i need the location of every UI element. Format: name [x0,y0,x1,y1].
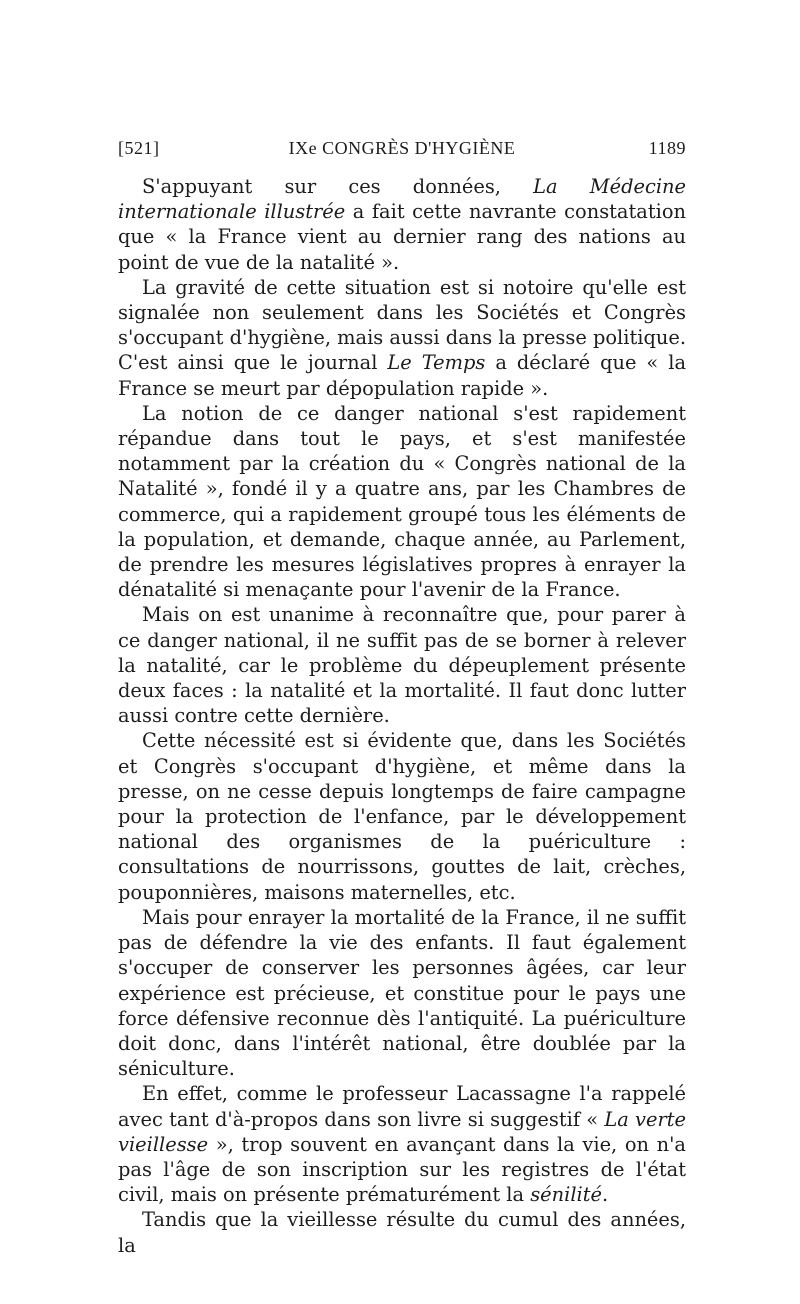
paragraph-7 [118,1081,686,1207]
paragraph-1-text-a: S'appuyant sur ces données, [142,175,534,198]
running-title: IXe CONGRÈS D'HYGIÈNE [288,138,516,158]
paragraph-3-text: La notion de ce danger national s'est rapidement répandue dans tout le pays, et s'est manifestée notamment par la création du « Congrès national de la Natalité », fondé il y a quatre ans, par les Chambres de commerce, qui a rapidement groupé tous les éléments de la population, et demande, chaque année, au Parlement, de prendre les mesures législatives propres à enrayer la dénatalité si menaçante pour l'avenir de la France. [118,401,686,602]
paragraph-1-text-b: a fait cette navrante constatation que « la France vient au dernier rang des nations au point de vue de la natalité ». [118,200,687,274]
running-header [118,138,686,166]
paragraph-8-text: Tandis que la vieillesse résulte du cumul des années, la [118,1208,686,1257]
journal-title-medecine-internationale: La Médecine internationale illustrée [118,175,686,224]
paragraph-5 [118,728,686,904]
paragraph-3 [118,401,686,603]
page-reference: [521] [118,138,160,158]
paragraph-4-text: Mais on est unanime à reconnaître que, pour parer à ce danger national, il ne suffit pas de se borner à relever la natalité, car le problème du dépeuplement présente deux faces : la natalité et la mortalité. Il faut donc lutter aussi contre cette dernière. [118,603,686,728]
paragraph-1 [118,174,686,275]
paragraph-5-text: Cette nécessité est si évidente que, dans les Sociétés et Congrès s'occupant d'hygiène, et même dans la presse, on ne cesse depuis longtemps de faire campagne pour la protection de l'enfance, par le développement national des organismes de la puériculture : consultations de nourrissons, gouttes de lait, crèches, pouponnières, maisons maternelles, etc. [118,729,686,904]
paragraph-6-text: Mais pour enrayer la mortalité de la France, il ne suffit pas de défendre la vie des enfants. Il faut également s'occuper de conserver les personnes âgées, car leur expérience est précieuse, et constitue pour le pays une force défensive reconnue dès l'antiquité. La puériculture doit donc, dans l'intérêt national, être doublée par la séniculture. [118,905,686,1081]
term-senilite: sénilité [530,1183,602,1207]
page-number: 1189 [648,138,686,158]
paragraph-8 [118,1207,686,1257]
paragraph-2 [118,275,686,401]
paragraph-2-text-b: a déclaré que « la France se meurt par dépopulation rapide ». [118,351,687,400]
paragraph-7-text-c: . [602,1183,609,1207]
book-title-la-verte-vieillesse: La verte vieillesse [118,1107,686,1156]
paragraph-6 [118,905,686,1081]
paragraph-7-text-b: », trop souvent en avançant dans la vie, on n'a pas l'âge de son inscription sur les registres de l'état civil, mais on présente prématurément la [118,1132,686,1207]
paragraph-2-text-a: La gravité de cette situation est si notoire qu'elle est signalée non seulement dans les Sociétés et Congrès s'occupant d'hygiène, mais aussi dans la presse politique. C'est ainsi que le journal [118,275,686,375]
paragraph-4 [118,602,686,728]
paragraph-7-text-a: En effet, comme le professeur Lacassagne l'a rappelé avec tant d'à-propos dans son livre si suggestif « [118,1082,686,1131]
body-text [118,174,686,1258]
newspaper-title-le-temps: Le Temps [387,351,486,375]
